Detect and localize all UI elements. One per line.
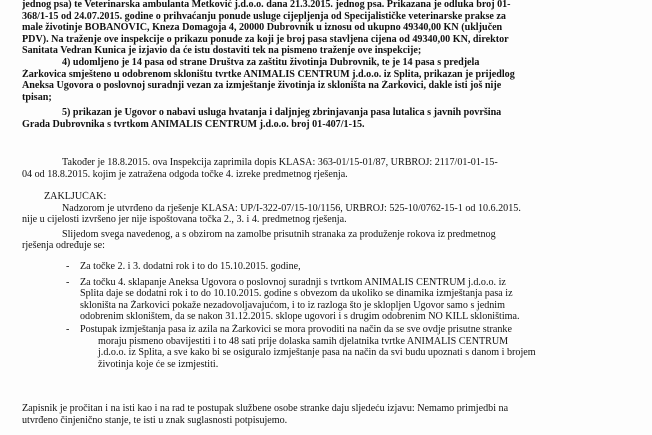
conclusion-line: rješenja određuje se:	[22, 240, 105, 252]
findings-point-4: 4) udomljeno je 14 pasa od strane Društva za zaštitu životinja Dubrovnik, te je 14 pasa s predjela	[62, 56, 480, 68]
decision-item-line: odobrenim skloništem, da se nakon 31.12.2015. sklope ugovori i s drugim odobrenim NO KILL skloništima.	[80, 311, 520, 323]
findings-line: Aneksa Ugovora o poslovnoj suradnji vezan za izmještanje životinja iz skloništa na Žarkovici, dakle isti još nije	[22, 80, 502, 92]
decision-item-line: Splita daje se dodatni rok i to do 10.10.2015. godine s obvezom da ukoliko se dinamika izmještanja pasa iz	[80, 288, 513, 300]
received-letter-block	[22, 157, 636, 180]
findings-line: Sanitata Vedran Kunica je izjavio da će istu dostaviti tek na pismeno traženje ove inspekcije;	[22, 45, 422, 57]
findings-line: jednog psa) te Veterinarska ambulanta Metković j.d.o.o. dana 21.3.2015. jednog psa. Prikazana je odluka broj 01-	[22, 0, 511, 10]
decision-item: - Za točku 4. sklapanje Aneksa Ugovora o poslovnoj suradnji s tvrtkom ANIMALIS CENTRUM j.d.o.o. iz Splita daje se dodatni rok i to do 10.10.2015. godine s obvezom da ukoliko se dinamika izmještanja pasa iz skloništa na Žarkovici pokaže nezadovoljavajućom, i to iz razloga što je sklopljen Ugovor samo s jednim odobrenim skloništem, da se nakon 31.12.2015. sklope ugovori i s drugim odobrenim NO KILL skloništima.	[22, 277, 636, 323]
decision-item-line: Za točku 4. sklapanje Aneksa Ugovora o poslovnoj suradnji s tvrtkom ANIMALIS CENTRUM j.d.o.o. iz	[80, 276, 506, 288]
findings-line: tpisan;	[22, 91, 52, 103]
decision-item-line: j.d.o.o. iz Splita, a sve kako bi se osiguralo izmještanje pasa na način da svi budu upoznati s danom i brojem	[98, 347, 536, 359]
decision-item-line: Postupak izmještanja pasa iz azila na Žarkovici se mora provoditi na način da se sve ovdje prisutne stranke	[80, 323, 512, 335]
decision-items	[22, 261, 636, 370]
findings-line: Žarkovica smješteno u odobrenom skloništu tvrtke ANIMALIS CENTRUM j.d.o.o. iz Splita, prikazan je prijedlog	[22, 68, 515, 80]
decision-item-line: moraju pismeno obavijestiti i to 48 sati prije dolaska samih djelatnika tvrtke ANIMALIS CENTRUM	[98, 335, 509, 347]
decision-item: - Za točke 2. i 3. dodatni rok i to do 15.10.2015. godine,	[22, 261, 636, 273]
conclusion-line: nije u cijelosti izvršeno jer nije ispoštovana točka 2., 3. i 4. predmetnog rješenja.	[22, 214, 347, 226]
findings-line: PDV). Na traženje ove inspekcije o prikazu ponude za koji je broj pasa stavljena cijena od 49340,00 KN, direktor	[22, 33, 509, 45]
findings-line: 368/1-15 od 24.07.2015. godine o prihvaćanju ponude usluge cijepljenja od Specijalističke veterinarske prakse za	[22, 10, 506, 22]
received-line: 04 od 18.8.2015. kojim je zatražena odgoda točke 4. izreke predmetnog rješenja.	[22, 168, 348, 180]
conclusion-line: Slijedom svega navedenog, a s obzirom na zamolbe prisutnih stranaka za produženje rokova iz predmetnog	[62, 228, 496, 240]
closing-statement	[22, 403, 636, 426]
closing-line: utvrđeno činjenično stanje, te isti u znak suglasnosti potpisujemo.	[22, 414, 288, 426]
decision-item-line: Za točke 2. i 3. dodatni rok i to do 15.10.2015. godine,	[80, 261, 301, 272]
decision-item-line: životinja koje će se izmjestiti.	[98, 358, 219, 370]
findings-line: Grada Dubrovnika s tvrtkom ANIMALIS CENTRUM j.d.o.o. broj 01-407/1-15.	[22, 118, 365, 130]
conclusion-title: ZAKLJUČAK:	[44, 191, 107, 202]
inspection-findings-block	[22, 0, 636, 131]
findings-point-5: 5) prikazan je Ugovor o nabavi usluga hvatanja i daljnjeg zbrinjavanja pasa lutalica s javnih površina	[62, 107, 502, 119]
closing-line: Zapisnik je pročitan i na isti kao i na rad te postupak službene osobe stranke daju sljedeću izjavu: Nemamo primjedbi na	[22, 403, 509, 414]
received-line: Također je 18.8.2015. ova Inspekcija zaprimila dopis KLASA: 363-01/15-01/87, URBROJ: 2117/01-01-15-	[62, 157, 498, 168]
conclusion-line: Nadzorom je utvrđeno da rješenje KLASA: UP/I-322-07/15-10/1156, URBROJ: 525-10/0762-15-1 od 10.6.2015.	[62, 202, 521, 214]
decision-item-line: skloništa na Žarkovici pokaže nezadovoljavajućom, i to iz razloga što je sklopljen Ugovor samo s jednim	[80, 299, 505, 311]
findings-line: male životinje BOBANOVIĆ, Kneza Domagoja 4, 20000 Dubrovnik u iznosu od ukupno 49340,00 KN (uključen	[22, 22, 503, 34]
decision-item: - Postupak izmještanja pasa iz azila na Žarkovici se mora provoditi na način da se sve ovdje prisutne stranke moraju pismeno obavijestiti i to 48 sati prije dolaska samih djelatnika tvrtke ANIMALIS CENTRUM j.d.o.o. iz Splita, a sve kako bi se osiguralo izmještanje pasa na način da svi budu upoznati s danom i brojem životinja koje će se izmjestiti.	[22, 324, 636, 370]
conclusion-section	[22, 191, 636, 252]
